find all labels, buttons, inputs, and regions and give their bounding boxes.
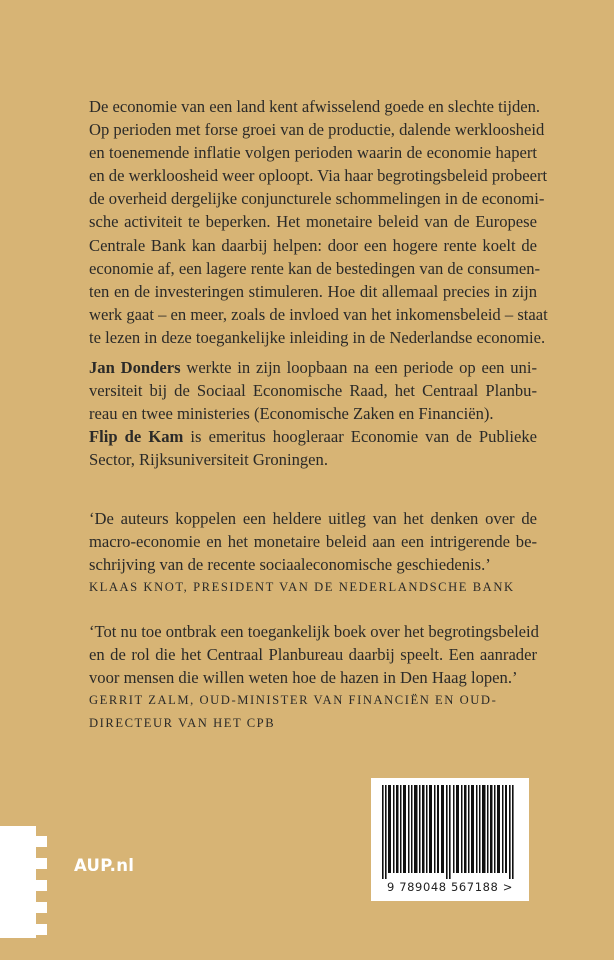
summary-line: De economie van een land kent afwisselend goede en slechte tijden. bbox=[89, 97, 541, 116]
author-bios bbox=[89, 356, 537, 471]
author-name: Jan Donders bbox=[89, 358, 181, 377]
summary-line: en de werkloosheid weer oploopt. Via haar begrotingsbeleid probeert bbox=[89, 166, 548, 186]
quote-line: macro-economie en het monetaire beleid aan een intrigerende be- bbox=[89, 532, 537, 552]
quote-line: ‘Tot nu toe ontbrak een toegankelijk boek over het begrotingsbeleid bbox=[89, 622, 539, 641]
author-bio-line: versiteit bij de Sociaal Economische Raad, het Centraal Planbu- bbox=[89, 381, 537, 401]
summary-line: sche activiteit te beperken. Het monetaire beleid van de Europese bbox=[89, 212, 537, 232]
author-name: Flip de Kam bbox=[89, 427, 184, 447]
author-bio-line bbox=[89, 356, 537, 379]
review-quote-1 bbox=[89, 507, 537, 599]
quote-line: ‘De auteurs koppelen een heldere uitleg van het denken over de bbox=[89, 509, 537, 528]
author-bio-line bbox=[89, 425, 537, 448]
quote-attribution: DIRECTEUR VAN HET CPB bbox=[89, 716, 276, 731]
isbn-number: 9 789048 567188 > bbox=[387, 880, 513, 894]
quote-attribution: GERRIT ZALM, OUD-MINISTER VAN FINANCIËN EN OUD- bbox=[89, 693, 498, 708]
author-bio-line: reau en twee ministeries (Economische Zaken en Financiën). bbox=[89, 404, 494, 424]
summary-line: Op perioden met forse groei van de productie, dalende werkloosheid bbox=[89, 120, 545, 140]
author-bio-text: werkte in zijn loopbaan na een periode op een uni- bbox=[180, 358, 537, 377]
summary-line: ten en de investeringen stimuleren. Hoe dit allemaal precies in zijn bbox=[89, 281, 537, 301]
barcode-bars bbox=[378, 785, 522, 879]
summary-line: economie af, een lagere rente kan de bestedingen van de consumen- bbox=[89, 258, 541, 278]
quote-line: voor mensen die willen weten hoe de hazen in Den Haag lopen.’ bbox=[89, 668, 518, 688]
publisher-logo bbox=[0, 826, 47, 938]
summary-line: werk gaat – en meer, zoals de invloed van het inkomensbeleid – staat bbox=[89, 304, 548, 324]
quote-line: schrijving van de recente sociaaleconomische geschiedenis.’ bbox=[89, 555, 491, 575]
isbn-barcode bbox=[371, 778, 529, 901]
quote-attribution: KLAAS KNOT, PRESIDENT VAN DE NEDERLANDSCHE BANK bbox=[89, 580, 515, 595]
summary-line: de overheid dergelijke conjuncturele schommelingen in de economi- bbox=[89, 189, 545, 209]
summary-line: en toenemende inflatie volgen perioden waarin de economie hapert bbox=[89, 143, 537, 163]
publisher-website: AUP.nl bbox=[74, 856, 135, 875]
quote-line: en de rol die het Centraal Planbureau daarbij speelt. Een aanrader bbox=[89, 645, 537, 665]
author-bio-text: is emeritus hoogleraar Economie van de Publieke bbox=[183, 427, 537, 447]
summary-paragraph bbox=[89, 95, 548, 349]
summary-line: te lezen in deze toegankelijke inleiding in de Nederlandse economie. bbox=[89, 327, 546, 347]
author-bio-line: Sector, Rijksuniversiteit Groningen. bbox=[89, 450, 328, 470]
review-quote-2 bbox=[89, 620, 537, 735]
summary-line: Centrale Bank kan daarbij helpen: door een hogere rente koelt de bbox=[89, 235, 537, 255]
